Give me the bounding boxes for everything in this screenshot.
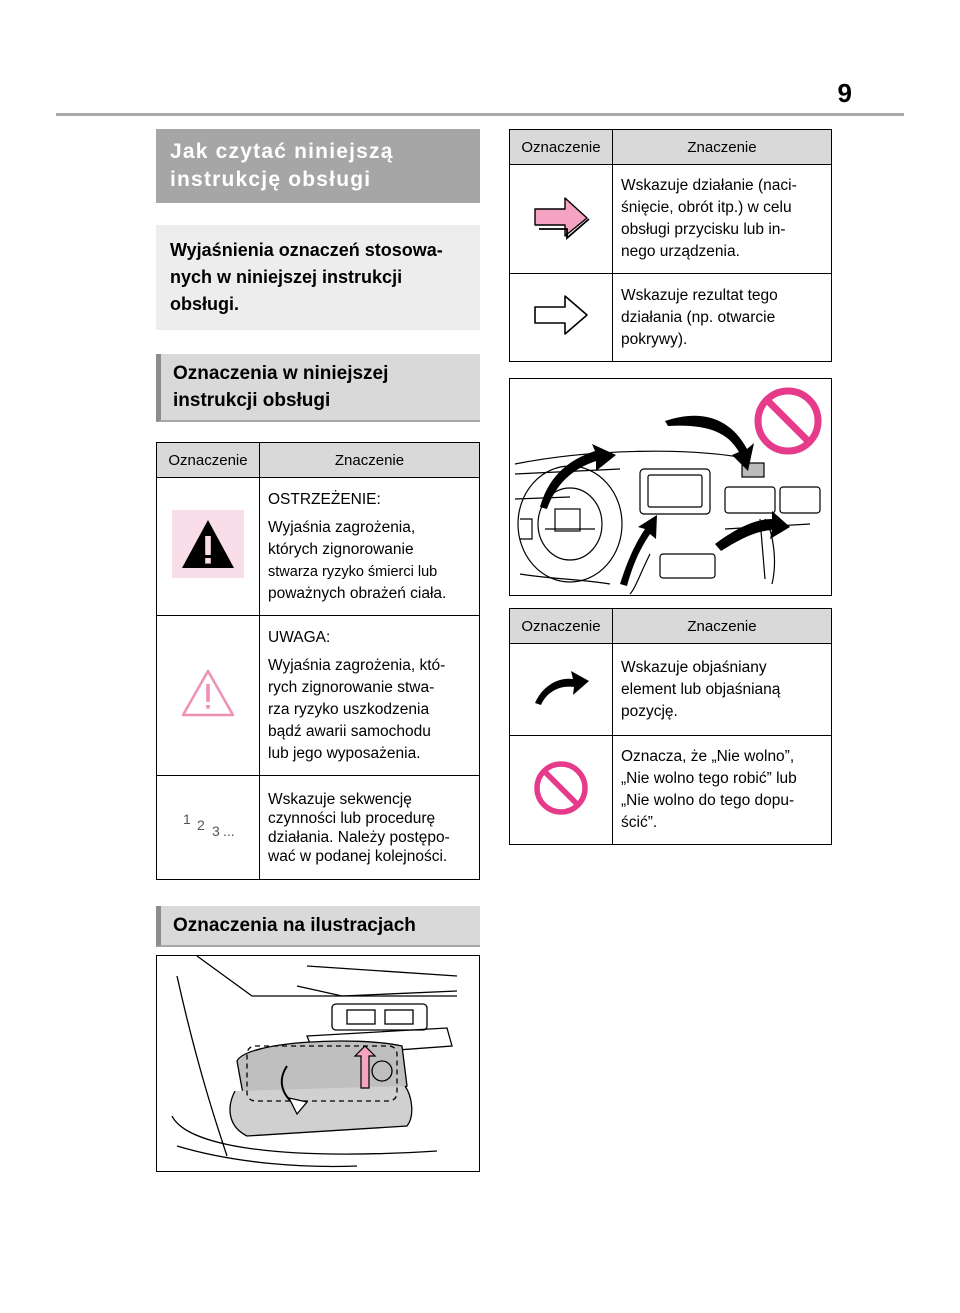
table-row	[510, 736, 832, 845]
meaning-line: śnięcie, obrót itp.) w celu	[621, 199, 792, 216]
section-heading-line: Oznaczenia w niniejszej	[173, 363, 389, 384]
illustration-dashboard	[509, 378, 832, 596]
meaning-line: stwarza ryzyko śmierci lub	[268, 563, 438, 580]
meaning-line: Wskazuje działanie (naci-	[621, 177, 797, 194]
symbol-cell	[510, 165, 613, 274]
meaning-line: czynności lub procedurę	[268, 809, 436, 827]
meaning-line: nego urządzenia.	[621, 243, 740, 260]
sequence-ellipsis: ...	[223, 823, 235, 839]
meaning-cell	[260, 616, 480, 776]
meaning-line: wać w podanej kolejności.	[268, 847, 448, 865]
header-rule	[56, 113, 904, 116]
meaning-line: pokrywy).	[621, 330, 688, 348]
page-title-line: Jak czytać niniejszą	[170, 140, 394, 163]
table-row	[510, 274, 832, 362]
symbol-cell	[510, 644, 613, 736]
page-number: 9	[837, 78, 852, 108]
subtitle-line: Wyjaśnienia oznaczeń stosowa-	[170, 240, 443, 260]
column-header-symbol: Oznaczenie	[157, 443, 260, 478]
table-header-row	[510, 130, 832, 165]
table-header-row	[510, 609, 832, 644]
table-row	[510, 165, 832, 274]
meaning-line: Wyjaśnia zagrożenia, któ-	[268, 656, 446, 674]
action-arrow-filled-icon	[531, 194, 591, 240]
subtitle-line: obsługi.	[170, 294, 239, 314]
meaning-line: pozycję.	[621, 702, 678, 720]
meaning-line: działania (np. otwarcie	[621, 308, 776, 326]
meaning-line: Wskazuje objaśniany	[621, 658, 767, 676]
caution-label: UWAGA:	[268, 628, 331, 646]
pointer-curved-arrow-icon	[529, 667, 593, 707]
illustration-symbols-table	[509, 608, 832, 845]
column-header-symbol: Oznaczenie	[510, 130, 613, 165]
section-heading-manual-symbols	[156, 354, 480, 422]
symbol-cell	[157, 776, 260, 880]
meaning-line: bądź awarii samochodu	[268, 722, 431, 740]
warning-label: OSTRZEŻENIE:	[268, 490, 381, 508]
prohibited-sign-icon	[532, 759, 590, 817]
meaning-line: Wskazuje rezultat tego	[621, 286, 778, 304]
illustration-overhead-console	[156, 955, 480, 1172]
meaning-cell	[260, 776, 480, 880]
meaning-cell	[613, 736, 832, 845]
column-header-symbol: Oznaczenie	[510, 609, 613, 644]
column-header-meaning: Znaczenie	[613, 609, 832, 644]
meaning-line: obsługi przycisku lub in-	[621, 221, 786, 238]
prohibited-sign-icon	[752, 385, 824, 457]
page-title	[156, 129, 480, 203]
symbol-cell	[510, 274, 613, 362]
meaning-line: Wyjaśnia zagrożenia,	[268, 518, 416, 536]
intro-subtitle	[156, 225, 480, 330]
meaning-line: Wskazuje sekwencję	[268, 790, 412, 808]
column-header-meaning: Znaczenie	[613, 130, 832, 165]
table-row	[510, 644, 832, 736]
symbols-table	[156, 442, 480, 880]
caution-triangle-outline-icon	[180, 667, 236, 719]
section-heading-illustration-symbols: Oznaczenia na ilustracjach	[156, 906, 480, 947]
subtitle-line: nych w niniejszej instrukcji	[170, 267, 403, 287]
table-row	[157, 776, 480, 880]
sequence-digit: 2	[197, 817, 205, 833]
symbol-cell	[157, 616, 260, 776]
meaning-line: ścić”.	[621, 814, 658, 831]
meaning-cell	[613, 274, 832, 362]
meaning-line: poważnych obrażeń ciała.	[268, 584, 447, 602]
symbol-cell	[157, 478, 260, 616]
table-header-row	[157, 443, 480, 478]
meaning-line: lub jego wyposażenia.	[268, 744, 421, 762]
table-row	[157, 478, 480, 616]
sequence-digit: 3	[212, 823, 220, 839]
result-arrow-outline-icon	[531, 293, 591, 337]
sequence-digit: 1	[183, 811, 191, 827]
table-row	[157, 616, 480, 776]
column-header-meaning: Znaczenie	[260, 443, 480, 478]
meaning-line: „Nie wolno do tego dopu-	[621, 792, 795, 809]
warning-triangle-filled-icon	[172, 510, 244, 578]
right-column	[509, 129, 832, 845]
meaning-cell	[613, 165, 832, 274]
symbol-cell	[510, 736, 613, 845]
meaning-line: „Nie wolno tego robić” lub	[621, 770, 797, 787]
sequence-numbers-icon	[168, 810, 248, 840]
meaning-line: rza ryzyko uszkodzenia	[268, 700, 430, 718]
meaning-line: rych zignorowanie stwa-	[268, 678, 435, 696]
overhead-console-drawing	[157, 956, 479, 1171]
left-column	[156, 129, 480, 1172]
page-title-line: instrukcję obsługi	[170, 168, 372, 191]
meaning-cell	[260, 478, 480, 616]
meaning-line: Oznacza, że „Nie wolno”,	[621, 748, 795, 765]
meaning-line: których zignorowanie	[268, 540, 414, 558]
section-heading-line: instrukcji obsługi	[173, 390, 331, 411]
meaning-line: działania. Należy postępo-	[268, 828, 450, 846]
arrow-symbols-table	[509, 129, 832, 362]
meaning-cell	[613, 644, 832, 736]
meaning-line: element lub objaśnianą	[621, 680, 781, 698]
